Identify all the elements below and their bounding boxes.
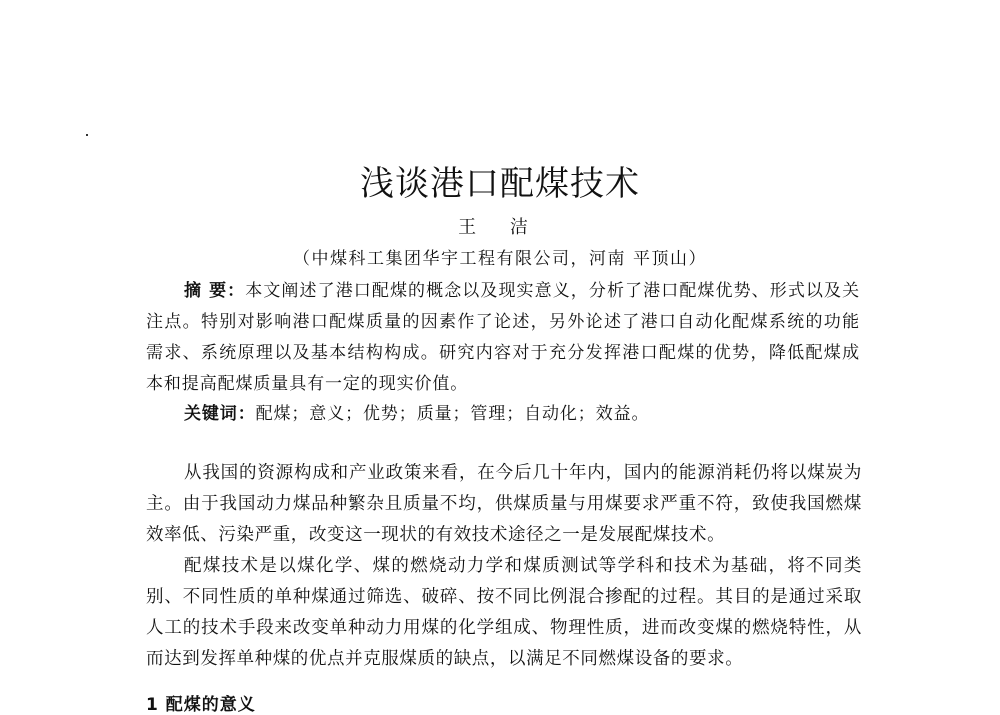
abstract-text: 本文阐述了港口配煤的概念以及现实意义，分析了港口配煤优势、形式以及关注点。特别对影响港口配煤质量的因素作了论述，另外论述了港口自动化配煤系统的功能需求、系统原理以及基本结构构成。研究内容对于充分发挥港口配煤的优势，降低配煤成本和提高配煤质量具有一定的现实价值。 — [146, 281, 860, 394]
section-heading: 1 配煤的意义 — [146, 695, 256, 715]
keywords-label: 关键词： — [184, 404, 256, 424]
author-affiliation: （中煤科工集团华宇工程有限公司，河南 平顶山） — [293, 249, 707, 269]
abstract-label: 摘 要： — [184, 281, 246, 301]
scan-artifact-dot — [86, 134, 88, 136]
author-name: 王 洁 — [458, 217, 542, 238]
keywords-text: 配煤；意义；优势；质量；管理；自动化；效益。 — [255, 404, 650, 424]
body-paragraph-2: 配煤技术是以煤化学、煤的燃烧动力学和煤质测试等学科和技术为基础，将不同类别、不同性质的单种煤通过筛选、破碎、按不同比例混合掺配的过程。其目的是通过采取人工的技术手段来改变单种动力用煤的化学组成、物理性质，进而改变煤的燃烧特性，从而达到发挥单种煤的优点并克服煤质的缺点，以满足不同燃煤设备的要求。 — [146, 556, 862, 669]
body-paragraph-1: 从我国的资源构成和产业政策来看，在今后几十年内，国内的能源消耗仍将以煤炭为主。由于我国动力煤品种繁杂且质量不均，供煤质量与用煤要求严重不符，致使我国燃煤效率低、污染严重，改变这一现状的有效技术途径之一是发展配煤技术。 — [146, 463, 862, 545]
paper-title: 浅谈港口配煤技术 — [360, 164, 640, 204]
abstract — [146, 276, 860, 400]
keywords — [146, 399, 860, 430]
